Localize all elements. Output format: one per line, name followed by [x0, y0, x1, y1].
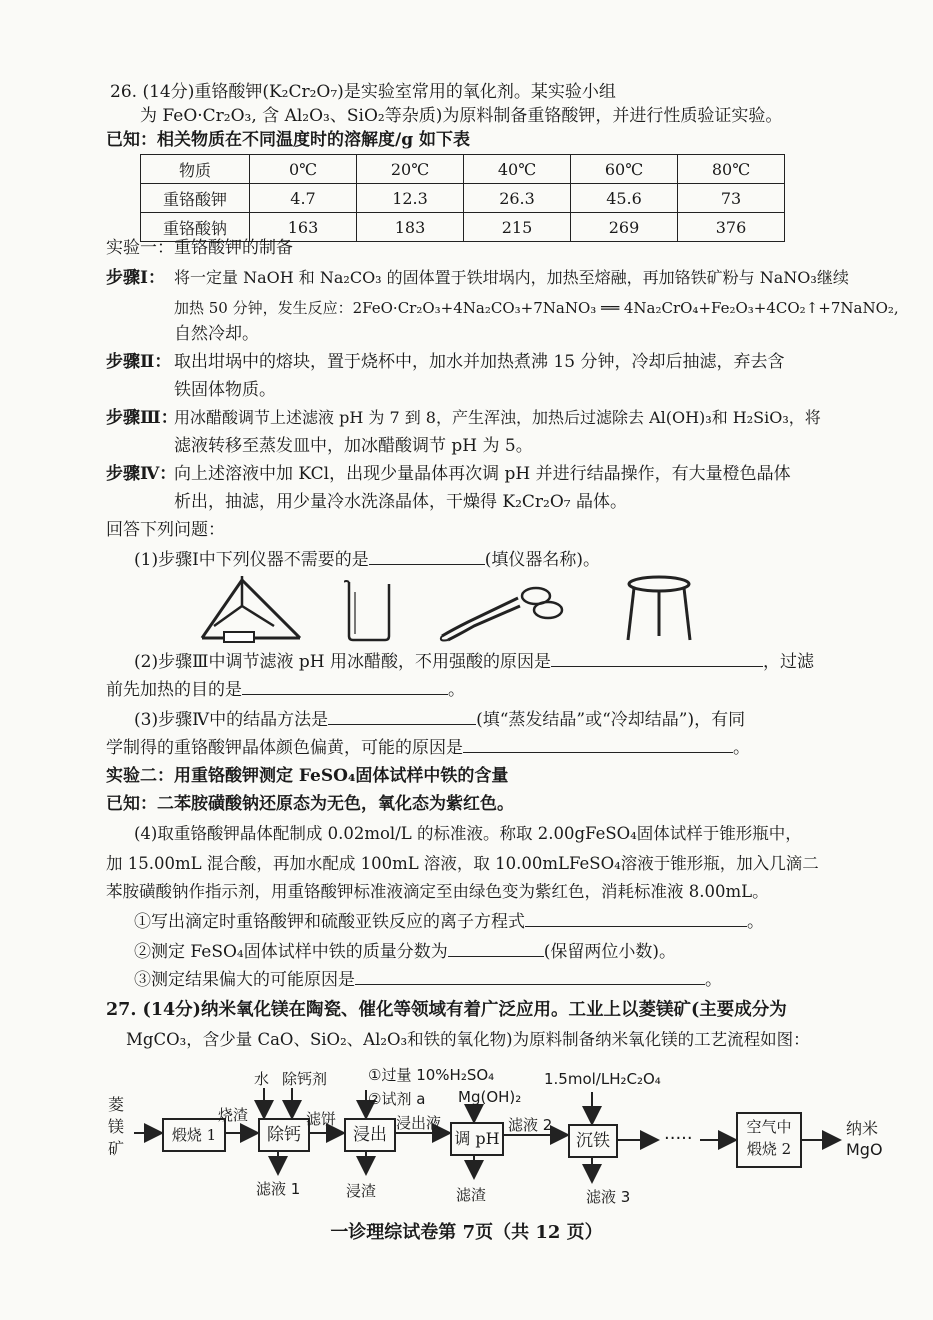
table-cell: 73	[678, 184, 785, 213]
step4-line2: 析出，抽滤，用少量冷水洗涤晶体，干燥得 K₂Cr₂O₇ 晶体。	[174, 492, 628, 512]
table-header-cell: 40℃	[464, 155, 571, 184]
part4-sub1-end: 。	[747, 912, 764, 932]
adjust-ph-box: 调 pH	[450, 1122, 504, 1156]
product-line1: 纳米	[846, 1119, 879, 1138]
raw-char: 菱	[108, 1095, 125, 1114]
raw-char: 矿	[108, 1139, 125, 1158]
filtrate2-label: 滤液 2	[508, 1116, 553, 1134]
ca-agent-label: 除钙剂	[282, 1070, 328, 1088]
table-header-cell: 80℃	[678, 155, 785, 184]
table-cell: 12.3	[357, 184, 464, 213]
part4-sub2-text: ②测定 FeSO₄固体试样中铁的质量分数为	[134, 942, 448, 962]
q26-known2: 已知：二苯胺磺酸钠还原态为无色，氧化态为紫红色。	[106, 794, 514, 814]
part3-text2: 学制得的重铬酸钾晶体颜色偏黄，可能的原因是	[106, 738, 463, 758]
calcination1-box: 煅烧 1	[162, 1118, 226, 1152]
leach-box: 浸出	[344, 1118, 396, 1152]
calcination2-line2: 煅烧 2	[746, 1140, 792, 1158]
part1-hint: (填仪器名称)。	[484, 550, 601, 570]
step2-label: 步骤Ⅱ：	[106, 352, 172, 372]
experiment1-title: 实验一：重铬酸钾的制备	[106, 238, 293, 258]
q26-stem-line2: 为 FeO·Cr₂O₃, 含 Al₂O₃、SiO₂等杂质)为原料制备重铬酸钾，并进行性质验证实验。	[140, 106, 783, 126]
answer-prompt: 回答下列问题：	[106, 520, 225, 540]
product-line2: MgO	[846, 1140, 883, 1159]
filtrate3-label: 滤液 3	[586, 1188, 631, 1206]
raw-char: 镁	[108, 1117, 125, 1136]
step2-line2: 铁固体物质。	[174, 380, 276, 400]
part1-text: (1)步骤Ⅰ中下列仪器不需要的是	[134, 550, 369, 570]
step4-line1: 向上述溶液中加 KCl，出现少量晶体再次调 pH 并进行结晶操作，有大量橙色晶体	[174, 464, 791, 484]
table-header-cell: 物质	[141, 155, 250, 184]
part4-sub1-text: ①写出滴定时重铬酸钾和硫酸亚铁反应的离子方程式	[134, 912, 525, 932]
calcination2-box	[736, 1112, 802, 1168]
filter-residue-label: 滤渣	[456, 1186, 487, 1204]
table-header-cell: 20℃	[357, 155, 464, 184]
q27-stem-line2: MgCO₃，含少量 CaO、SiO₂、Al₂O₃和铁的氧化物)为原料制备纳米氧化镁的工艺流程如图：	[126, 1030, 810, 1049]
part4-sub3-text: ③测定结果偏大的可能原因是	[134, 970, 355, 990]
water-label: 水	[254, 1070, 270, 1088]
step3-line2: 滤液转移至蒸发皿中，加冰醋酸调节 pH 为 5。	[174, 436, 533, 456]
table-header-cell: 0℃	[250, 155, 357, 184]
experiment2-title: 实验二：用重铬酸钾测定 FeSO₄固体试样中铁的含量	[106, 766, 509, 786]
part2-tail: ，过滤	[763, 652, 814, 672]
oxalic-label: 1.5mol/LH₂C₂O₄	[544, 1070, 661, 1088]
step1-line2: 加热 50 分钟，发生反应：2FeO·Cr₂O₃+4Na₂CO₃+7NaNO₃ ══ 4Na₂CrO₄+Fe₂O₃+4CO₂↑+7NaNO₂,	[174, 299, 899, 317]
step2-line1: 取出坩埚中的熔块，置于烧杯中，加水并加热煮沸 15 分钟，冷却后抽滤，弃去含	[174, 352, 785, 372]
filtrate1-label: 滤液 1	[256, 1180, 301, 1198]
table-cell: 269	[571, 213, 678, 242]
part3-hint: (填“蒸发结晶”或“冷却结晶”)，有同	[476, 710, 746, 730]
iron-precip-box: 沉铁	[568, 1124, 618, 1158]
acid-label: ①过量 10%H₂SO₄	[368, 1066, 495, 1084]
slag-label: 烧渣	[218, 1106, 249, 1124]
part4-line1: (4)取重铬酸钾晶体配制成 0.02mol/L 的标准液。称取 2.00gFeSO₄固体试样于锥形瓶中，	[134, 824, 802, 843]
leach-residue-label: 浸渣	[346, 1182, 377, 1200]
table-cell: 163	[250, 213, 357, 242]
cake-label: 滤饼	[306, 1110, 337, 1128]
part4-line3: 苯胺磺酸钠作指示剂，用重铬酸钾标准液滴定至由绿色变为紫红色，消耗标准液 8.00mL。	[106, 882, 769, 901]
part3-text: (3)步骤Ⅳ中的结晶方法是	[134, 710, 329, 730]
leachate-label: 浸出液	[396, 1114, 442, 1132]
table-cell: 183	[357, 213, 464, 242]
part4-line2: 加 15.00mL 混合酸，再加水配成 100mL 溶液，取 10.00mLFeSO₄溶液于锥形瓶，加入几滴二	[106, 854, 819, 873]
part4-sub3-end: 。	[705, 970, 722, 990]
q27-stem-line1: 27. (14分)纳米氧化镁在陶瓷、催化等领域有着广泛应用。工业上以菱镁矿(主要成分为	[106, 1000, 787, 1020]
ellipsis: ·····	[664, 1128, 693, 1149]
table-cell: 重铬酸钠	[141, 213, 250, 242]
step1-label: 步骤Ⅰ：	[106, 268, 165, 288]
calcination2-line1: 空气中	[746, 1118, 792, 1136]
table-cell: 4.7	[250, 184, 357, 213]
page-footer: 一诊理综试卷第 7页（共 12 页）	[330, 1222, 603, 1243]
q26-known: 已知：相关物质在不同温度时的溶解度/g 如下表	[106, 130, 471, 150]
reagent-a-label: ②试剂 a	[368, 1090, 426, 1108]
table-header-cell: 60℃	[571, 155, 678, 184]
part2-end: 。	[448, 680, 465, 700]
table-cell: 215	[464, 213, 571, 242]
table-cell: 45.6	[571, 184, 678, 213]
part3-end: 。	[733, 738, 750, 758]
mgoh-label: Mg(OH)₂	[458, 1088, 522, 1106]
step3-line1: 用冰醋酸调节上述滤液 pH 为 7 到 8，产生浑浊，加热后过滤除去 Al(OH)₃和 H₂SiO₃，将	[174, 408, 821, 427]
step1-line3: 自然冷却。	[174, 324, 259, 344]
q26-stem-line1: 26. (14分)重铬酸钾(K₂Cr₂O₇)是实验室常用的氧化剂。某实验小组	[110, 82, 616, 102]
raw-material	[108, 1094, 124, 1160]
part2-text2: 前先加热的目的是	[106, 680, 242, 700]
step4-label: 步骤Ⅳ：	[106, 464, 177, 484]
table-cell: 376	[678, 213, 785, 242]
table-cell: 26.3	[464, 184, 571, 213]
decalcify-box: 除钙	[258, 1118, 310, 1152]
part2-text: (2)步骤Ⅲ中调节滤液 pH 用冰醋酸，不用强酸的原因是	[134, 652, 551, 672]
table-cell: 重铬酸钾	[141, 184, 250, 213]
part4-sub2-end: (保留两位小数)。	[543, 942, 676, 962]
step1-line1: 将一定量 NaOH 和 Na₂CO₃ 的固体置于铁坩埚内，加热至熔融，再加铬铁矿粉与 NaNO₃继续	[174, 268, 849, 287]
step3-label: 步骤Ⅲ：	[106, 408, 178, 428]
